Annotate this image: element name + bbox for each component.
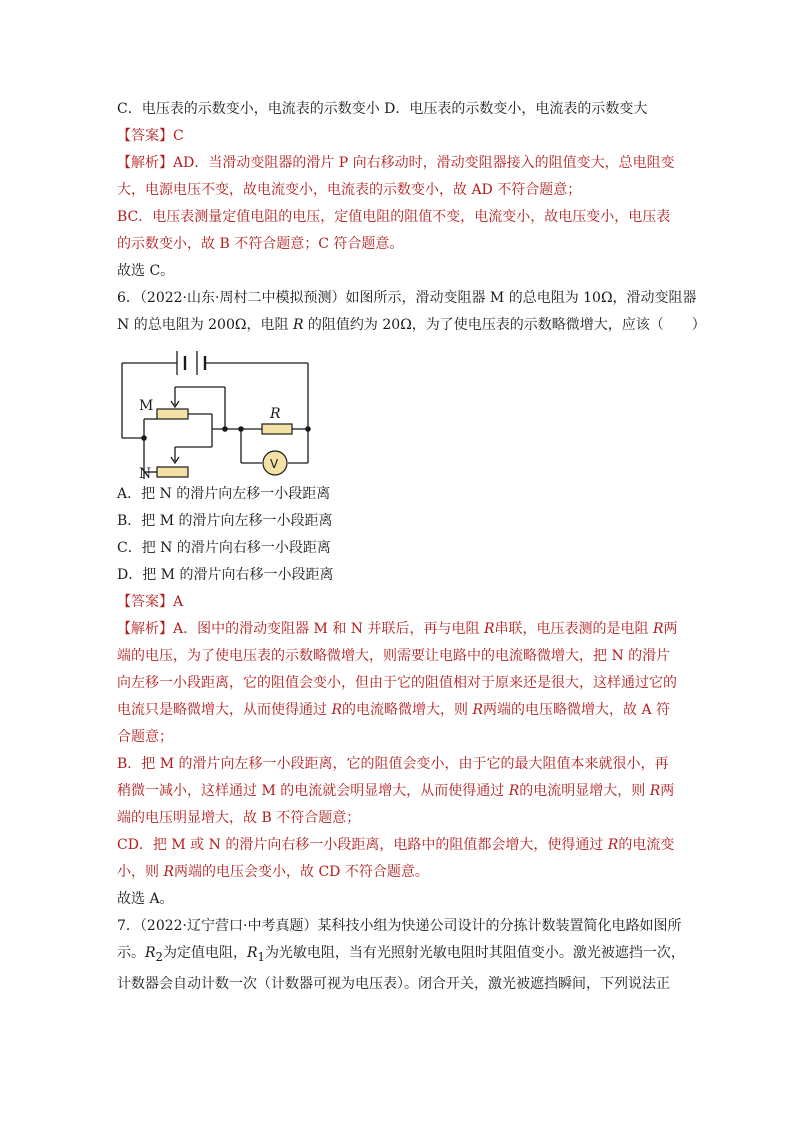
analysis-tag: 【解析】 [117,621,173,637]
junction-dot [222,426,228,432]
resistor-symbol: R [246,945,258,961]
q6-analysis-line-5: 合题意； [117,729,173,745]
question-number: 6． [117,290,140,306]
analysis-text: 串联，电压表测的是电阻 [494,621,653,637]
label-m: M [139,398,154,414]
junction-dot [305,426,311,432]
q7-stem-line-1 [117,913,682,940]
q6-analysis-cd-line-1 [117,832,679,859]
question-number: 7． [117,918,140,934]
resistor-symbol: R [649,783,661,799]
resistor-r [262,424,292,434]
q6-analysis-b-line-2 [117,778,679,805]
resistor-symbol: R [145,945,156,961]
stem-text: 某科技小组为快递公司设计的分拣计数装置简化电路如图所 [317,918,682,934]
circuit-diagram [117,343,327,479]
stem-text: 为光敏电阻，当有光照射光敏电阻时其阻值变小。激光被遮挡一次， [264,945,685,961]
analysis-text: AD．当滑动变阻器的滑片 P 向右移动时，滑动变阻器接入的阻值变大，总电阻变 [173,155,675,171]
junction-dot [238,426,244,432]
resistor-symbol: R [652,621,664,637]
analysis-text: 的电流变 [618,837,675,853]
answer-tag: 【答案】 [117,594,173,610]
option-d: D．把 M 的滑片向右移一小段距离 [117,567,334,583]
q6-analysis-b-line-3: 端的电压明显增大，故 B 不符合题意； [117,810,361,826]
q6-options [117,481,679,589]
q6-stem-line-1 [117,285,697,312]
resistor-m [157,409,188,419]
answer-value: C [173,128,184,144]
q5-conclusion: 故选 C。 [117,263,175,279]
answer-value: A [173,594,184,610]
resistor-n [157,467,188,477]
q5-options-cd: C．电压表的示数变小，电流表的示数变小 D．电压表的示数变小，电流表的示数变大 [117,101,648,117]
resistor-symbol: R [292,317,304,333]
resistor-symbol: R [508,783,520,799]
q5-answer-line [117,123,679,150]
subscript: 1 [257,949,265,964]
q5-analysis-line-1 [117,150,679,177]
q6-analysis-line-1 [117,616,679,643]
label-v: V [270,457,279,471]
option-c: C．把 N 的滑片向右移一小段距离 [117,540,331,556]
stem-text: 如图所示，滑动变阻器 M 的总电阻为 10Ω，滑动变阻器 [345,290,697,306]
analysis-text: 两 [660,783,675,799]
stem-text: 的阻值约为 20Ω，为了使电压表的示数略微增大，应该（ ） [303,317,706,333]
analysis-text: CD．把 M 或 N 的滑片向右移一小段距离，电路中的阻值都会增大，使得通过 [117,837,608,853]
option-b: B．把 M 的滑片向左移一小段距离 [117,513,333,529]
answer-tag: 【答案】 [117,128,173,144]
q7-stem-line-3: 计数器会自动计数一次（计数器可视为电压表）。闭合开关，激光被遮挡瞬间，下列说法正 [117,975,670,992]
stem-text: 示。 [117,945,145,961]
subscript: 2 [155,949,163,964]
analysis-text: 的电流明显增大，则 [519,783,650,799]
analysis-text: 两 [663,621,678,637]
analysis-tag: 【解析】 [117,155,173,171]
analysis-text: 稍微一减小，这样通过 M 的电流就会明显增大，从而使得通过 [117,783,509,799]
analysis-text: A．图中的滑动变阻器 M 和 N 并联后，再与电阻 [173,621,484,637]
analysis-text: 电流只是略微增大，从而使得通过 [117,702,332,718]
analysis-text: 两端的电压略微增大，故 A 符 [483,702,671,718]
q6-stem-line-2 [117,312,706,339]
stem-text: N 的总电阻为 200Ω，电阻 [117,317,293,333]
q6-analysis-b-line-1: B．把 M 的滑片向左移一小段距离，它的阻值会变小，由于它的最大阻值本来就很小，再 [117,756,669,772]
question-source: （2022·辽宁营口·中考真题） [139,918,318,934]
q5-analysis-line-3: BC．电压表测量定值电阻的电压，定值电阻的阻值不变，电流变小，故电压变小，电压表 [117,209,671,225]
q5-analysis-line-2: 大，电源电压不变，故电流变小，电流表的示数变小，故 AD 不符合题意； [117,182,582,198]
analysis-text: 两端的电压会变小，故 CD 不符合题意。 [174,864,429,880]
resistor-symbol: R [163,864,174,880]
q6-answer-line [117,589,679,616]
analysis-text: 小，则 [117,864,164,880]
analysis-text: 的电流略微增大，则 [342,702,473,718]
q6-conclusion: 故选 A。 [117,891,174,907]
junction-dot [141,435,147,441]
q6-analysis-line-4 [117,697,679,724]
document-page [117,96,706,998]
stem-text: 为定值电阻， [162,945,247,961]
resistor-symbol: R [472,702,483,718]
label-n: N [139,466,152,479]
label-r: R [270,406,281,422]
q6-analysis-cd-line-2 [117,859,679,886]
resistor-symbol: R [483,621,495,637]
resistor-symbol: R [331,702,342,718]
q7-stem-line-2 [117,940,685,971]
resistor-symbol: R [607,837,619,853]
option-a: A．把 N 的滑片向左移一小段距离 [117,486,331,502]
q6-analysis-line-3: 向左移一小段距离，它的阻值会变小，但由于它的阻值相对于原来还是很大，这样通过它的 [117,675,677,691]
q5-analysis-line-4: 的示数变小，故 B 不符合题意；C 符合题意。 [117,236,404,252]
question-source: （2022·山东·周村二中模拟预测） [139,290,346,306]
q6-analysis-line-2: 端的电压，为了使电压表的示数略微增大，则需要让电路中的电流略微增大，把 N 的滑片 [117,648,671,664]
